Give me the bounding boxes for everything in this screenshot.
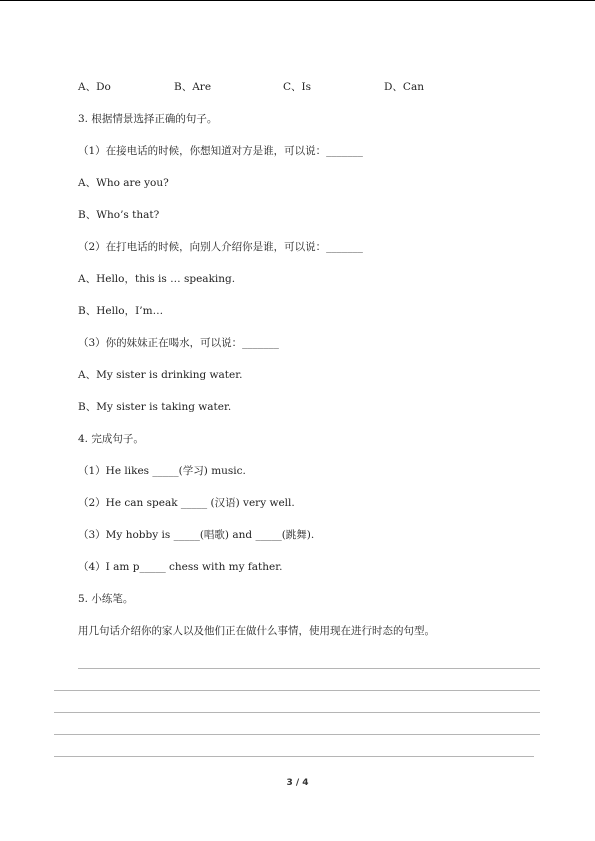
writing-line-3 [54, 712, 540, 713]
q3-2-prompt: （2）在打电话的时候，向别人介绍你是谁，可以说：_______ [78, 241, 363, 253]
option-d: D、Can [384, 81, 424, 93]
q3-1-option-b: B、Who’s that? [78, 209, 160, 221]
q4-3: （3）My hobby is _____(唱歌) and _____(跳舞). [78, 529, 315, 541]
q3-1-option-a: A、Who are you? [78, 177, 169, 189]
writing-line-5 [54, 756, 534, 757]
q4-2: （2）He can speak _____ (汉语) very well. [78, 497, 295, 509]
writing-line-2 [54, 690, 540, 691]
q3-2-option-b: B、Hello，I’m… [78, 305, 164, 317]
q3-2-option-a: A、Hello，this is … speaking. [78, 273, 236, 285]
option-a: A、Do [78, 81, 111, 93]
page-top-rule [0, 0, 595, 1]
q5-heading: 5. 小练笔。 [78, 593, 134, 605]
writing-line-1 [78, 668, 540, 669]
writing-line-4 [54, 734, 540, 735]
q4-heading: 4. 完成句子。 [78, 433, 144, 445]
option-b: B、Are [174, 81, 212, 93]
q3-3-option-b: B、My sister is taking water. [78, 401, 232, 413]
q4-4: （4）I am p_____ chess with my father. [78, 561, 283, 573]
q3-1-prompt: （1）在接电话的时候，你想知道对方是谁，可以说：_______ [78, 145, 363, 157]
q5-instruction: 用几句话介绍你的家人以及他们正在做什么事情，使用现在进行时态的句型。 [78, 625, 435, 637]
page-number: 3 / 4 [286, 778, 309, 788]
q3-3-option-a: A、My sister is drinking water. [78, 369, 243, 381]
q4-1: （1）He likes _____(学习) music. [78, 465, 246, 477]
option-c: C、Is [283, 81, 312, 93]
q3-3-prompt: （3）你的妹妹正在喝水，可以说：_______ [78, 337, 279, 349]
q3-heading: 3. 根据情景选择正确的句子。 [78, 113, 218, 125]
